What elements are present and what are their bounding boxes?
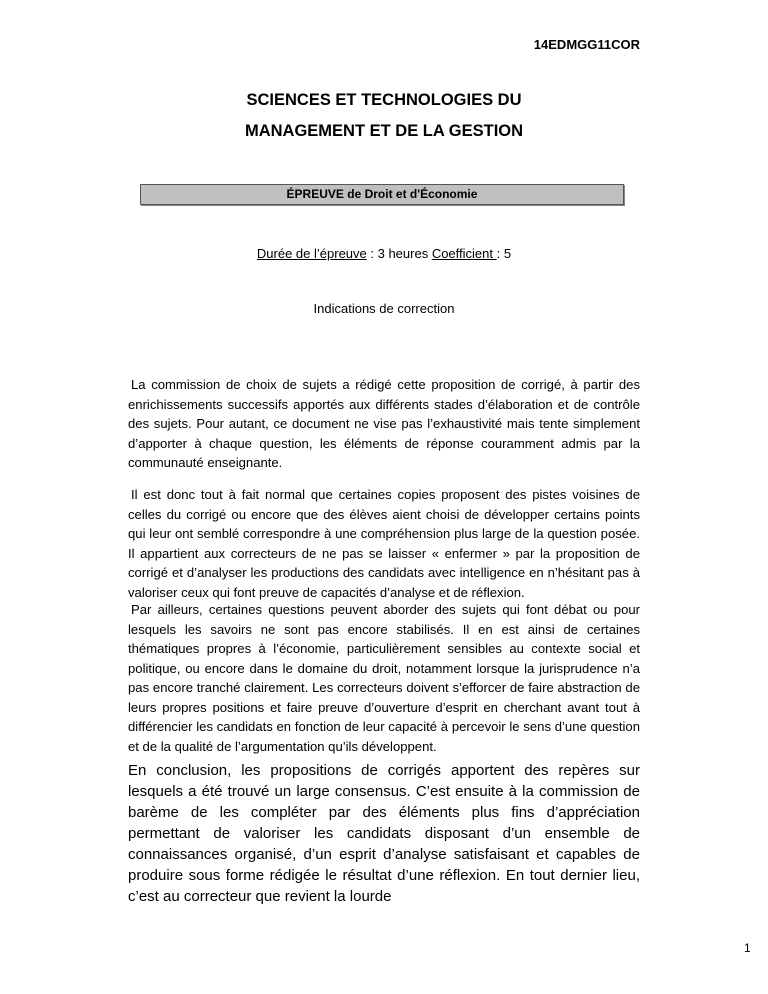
duration-label: Durée de l’épreuve xyxy=(256,246,367,261)
page-number: 1 xyxy=(744,941,751,955)
document-code: 14EDMGG11COR xyxy=(533,37,640,52)
duration-value: : 3 heures xyxy=(366,246,432,261)
title-line-2: MANAGEMENT ET DE LA GESTION xyxy=(244,122,524,140)
exam-duration xyxy=(0,246,768,261)
paragraph: Par ailleurs, certaines questions peuvent aborder des sujets qui font débat ou pour lesquels les savoirs ne sont pas encore stabilisés. Il en est ainsi de certaines thématiques propres à l’économie, particulièrement sensibles au contexte social et politique, ou encore dans le domaine du droit, notamment lorsque la jurisprudence n’a pas encore tranché clairement. Les correcteurs doivent s’efforcer de faire abstraction de leurs propres positions et faire preuve d’ouverture d’esprit en cherchant avant tout à différencier les candidats en fonction de leur capacité à percevoir le sens d’une question et de la qualité de l’argumentation qu’ils développent. xyxy=(128,602,640,754)
subtitle: Indications de correction xyxy=(313,301,455,316)
paragraph: La commission de choix de sujets a rédigé cette proposition de corrigé, à partir des enrichissements successifs apportés aux différents stades d’élaboration et de contrôle des sujets. Pour autant, ce document ne vise pas l’exhaustivité mais tente simplement d’apporter à chaque question, les éléments de réponse couramment admis par la communauté enseignante. xyxy=(128,377,640,470)
paragraph: En conclusion, les propositions de corrigés apportent des repères sur lesquels a été trouvé un large consensus. C’est ensuite à la commission de barème de les compléter par des éléments plus fins d’appréciation permettant de valoriser les candidats disposant d’un ensemble de connaissances organisé, d’un esprit d’analyse satisfaisant et capables de produire sous forme rédigée le résultat d’une réflexion. En tout dernier lieu, c’est au correcteur que revient la lourde xyxy=(128,762,640,905)
coefficient-value: : 5 xyxy=(496,246,512,261)
exam-title-box: ÉPREUVE de Droit et d'Économie xyxy=(140,184,624,205)
title-line-1: SCIENCES ET TECHNOLOGIES DU xyxy=(246,91,522,109)
paragraph: Il est donc tout à fait normal que certaines copies proposent des pistes voisines de celles du corrigé ou encore que des élèves aient choisi de développer certains points qui leur ont semblé correspondre à une compréhension plus large de la question posée. Il appartient aux correcteurs de ne pas se laisser « enfermer » par la proposition de corrigé et d’analyser les productions des candidats avec intelligence en n’hésitant pas à valoriser ceux qui font preuve de capacités d’analyse et de réflexion. xyxy=(128,487,640,600)
coefficient-label: Coefficient xyxy=(431,246,497,261)
